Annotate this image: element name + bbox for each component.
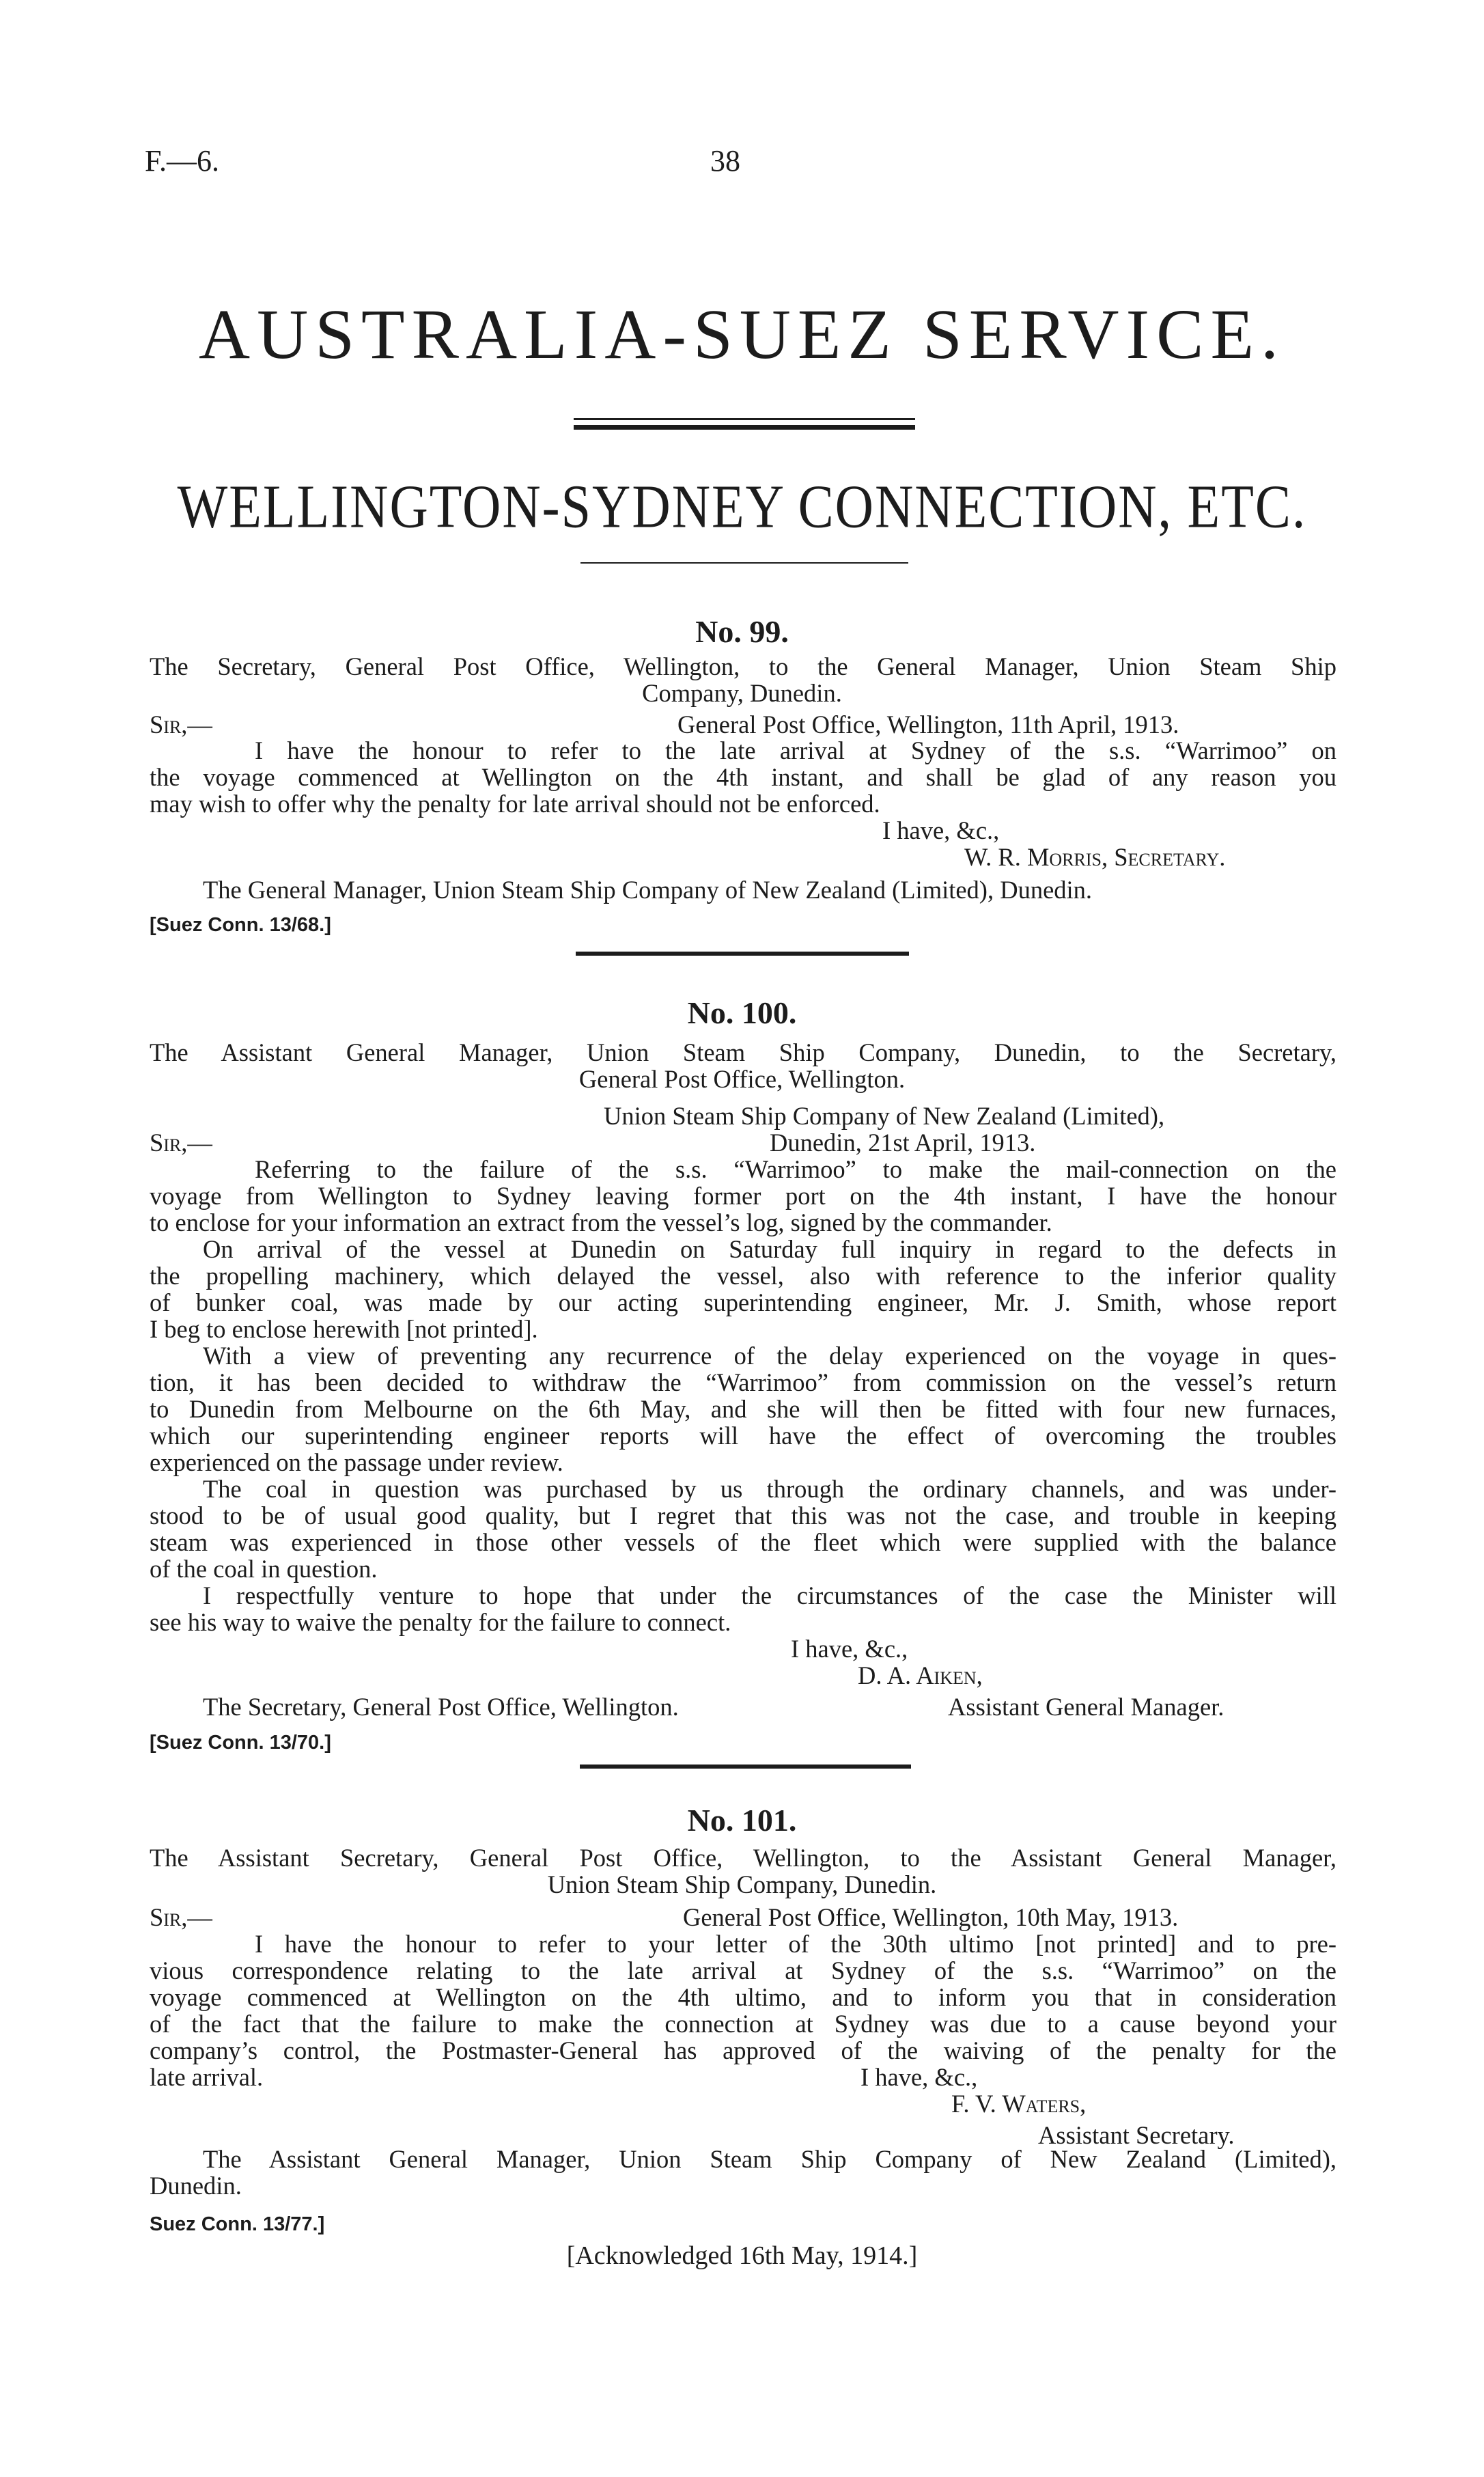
letter-100-file-reference: [Suez Conn. 13/70.]	[150, 1732, 331, 1754]
letter-99-signature: W. R. Morris, Secretary.	[964, 843, 1226, 871]
letter-100-body-line: voyage from Wellington to Sydney leaving former port on the 4th instant, I have the honour	[150, 1182, 1336, 1210]
letter-100-body-line: Referring to the failure of the s.s. “Warrimoo” to make the mail-connection on the	[255, 1155, 1336, 1183]
letter-100-body-line: see his way to waive the penalty for the failure to connect.	[150, 1608, 731, 1636]
letter-99-body-line: the voyage commenced at Wellington on the 4th instant, and shall be glad of any reason you	[150, 763, 1336, 791]
letter-99-addressee: The General Manager, Union Steam Ship Company of New Zealand (Limited), Dunedin.	[203, 876, 1093, 904]
letter-101-body-line: vious correspondence relating to the late arrival at Sydney of the s.s. “Warrimoo” on the	[150, 1956, 1336, 1984]
page-number: 38	[710, 144, 740, 178]
letter-100-date: Dunedin, 21st April, 1913.	[770, 1129, 1036, 1157]
letter-101-place-date: General Post Office, Wellington, 10th May, 1913.	[683, 1903, 1179, 1931]
letter-101-addressee-line-1: The Assistant General Manager, Union Steam Ship Company of New Zealand (Limited),	[203, 2145, 1336, 2173]
letter-number-101: No. 101.	[687, 1803, 797, 1838]
letter-100-body-line: On arrival of the vessel at Dunedin on Saturday full inquiry in regard to the defects in	[203, 1235, 1336, 1263]
subtitle: WELLINGTON-SYDNEY CONNECTION, ETC.	[177, 472, 1307, 541]
letter-100-body-line: With a view of preventing any recurrence of the delay experienced on the voyage in ques-	[203, 1342, 1336, 1370]
acknowledgement-note: [Acknowledged 16th May, 1914.]	[566, 2241, 918, 2270]
report-reference: F.—6.	[145, 144, 219, 178]
letter-100-body-line: which our superintending engineer reports will have the effect of overcoming the troubles	[150, 1422, 1336, 1450]
letter-100-signature: D. A. Aiken,	[858, 1661, 983, 1689]
letter-101-body-line: I have the honour to refer to your letter of the 30th ultimo [not printed] and to pre-	[255, 1930, 1336, 1958]
letter-100-body-line: experienced on the passage under review.	[150, 1448, 563, 1476]
letter-101-addressee-line-2: Dunedin.	[150, 2172, 242, 2200]
letter-99-closing: I have, &c.,	[882, 816, 1000, 844]
letter-99-heading-line-2: Company, Dunedin.	[642, 679, 842, 707]
letter-100-signature-title: Assistant General Manager.	[948, 1693, 1224, 1721]
letter-101-body-line: late arrival.	[150, 2063, 264, 2091]
letter-100-addressee: The Secretary, General Post Office, Wellington.	[203, 1693, 679, 1721]
letter-99-heading-line-1: The Secretary, General Post Office, Wellington, to the General Manager, Union Steam Ship	[150, 652, 1336, 680]
letter-number-100: No. 100.	[687, 995, 797, 1030]
letter-100-closing: I have, &c.,	[791, 1635, 908, 1663]
letter-101-body-line: of the fact that the failure to make the connection at Sydney was due to a cause beyond your	[150, 2010, 1336, 2038]
letter-100-place: Union Steam Ship Company of New Zealand (Limited),	[604, 1102, 1165, 1130]
letter-101-signature-title: Assistant Secretary.	[1038, 2121, 1235, 2149]
letter-100-heading-line-2: General Post Office, Wellington.	[578, 1065, 906, 1093]
letter-100-body-line: of the coal in question.	[150, 1555, 378, 1583]
letter-99-salutation: Sir,—	[150, 710, 212, 738]
letter-101-body-line: company’s control, the Postmaster-General has approved of the waiving of the penalty for the	[150, 2036, 1336, 2064]
letter-101-heading-line-1: The Assistant Secretary, General Post Office, Wellington, to the Assistant General Manager,	[150, 1844, 1336, 1872]
letter-101-signature: F. V. Waters,	[951, 2090, 1087, 2118]
letter-number-99: No. 99.	[695, 614, 789, 649]
title-double-rule-top	[574, 418, 915, 420]
letter-101-closing: I have, &c.,	[860, 2063, 978, 2091]
section-divider	[580, 1765, 911, 1769]
letter-99-body-line: I have the honour to refer to the late arrival at Sydney of the s.s. “Warrimoo” on	[255, 736, 1336, 764]
letter-101-salutation: Sir,—	[150, 1903, 212, 1931]
letter-99-file-reference: [Suez Conn. 13/68.]	[150, 914, 331, 936]
letter-101-heading-line-2: Union Steam Ship Company, Dunedin.	[547, 1870, 937, 1898]
letter-100-body-line: to Dunedin from Melbourne on the 6th May, and she will then be fitted with four new furnaces,	[150, 1395, 1336, 1423]
letter-100-body-line: to enclose for your information an extract from the vessel’s log, signed by the commander.	[150, 1208, 1052, 1236]
letter-100-heading-line-1: The Assistant General Manager, Union Steam Ship Company, Dunedin, to the Secretary,	[150, 1038, 1336, 1066]
letter-99-body-line: may wish to offer why the penalty for late arrival should not be enforced.	[150, 790, 880, 818]
main-title: AUSTRALIA-SUEZ SERVICE.	[199, 295, 1285, 374]
letter-100-body-line: I respectfully venture to hope that under the circumstances of the case the Minister will	[203, 1581, 1336, 1609]
letter-100-body-line: steam was experienced in those other vessels of the fleet which were supplied with the balance	[150, 1528, 1336, 1556]
letter-100-body-line: The coal in question was purchased by us through the ordinary channels, and was under-	[203, 1475, 1336, 1503]
letter-100-body-line: I beg to enclose herewith [not printed].	[150, 1315, 538, 1343]
section-divider	[576, 952, 909, 956]
title-double-rule-bottom	[574, 425, 915, 430]
letter-100-salutation: Sir,—	[150, 1129, 212, 1157]
letter-100-body-line: tion, it has been decided to withdraw the “Warrimoo” from commission on the vessel’s return	[150, 1368, 1336, 1396]
subtitle-rule	[580, 562, 908, 564]
letter-101-body-line: voyage commenced at Wellington on the 4th ultimo, and to inform you that in consideration	[150, 1983, 1336, 2011]
letter-100-body-line: stood to be of usual good quality, but I regret that this was not the case, and trouble in keeping	[150, 1502, 1336, 1530]
letter-100-body-line: of bunker coal, was made by our acting superintending engineer, Mr. J. Smith, whose report	[150, 1288, 1336, 1316]
letter-101-file-reference: Suez Conn. 13/77.]	[150, 2213, 325, 2235]
letter-100-body-line: the propelling machinery, which delayed the vessel, also with reference to the inferior quality	[150, 1262, 1336, 1290]
letter-99-place-date: General Post Office, Wellington, 11th April, 1913.	[677, 710, 1179, 738]
